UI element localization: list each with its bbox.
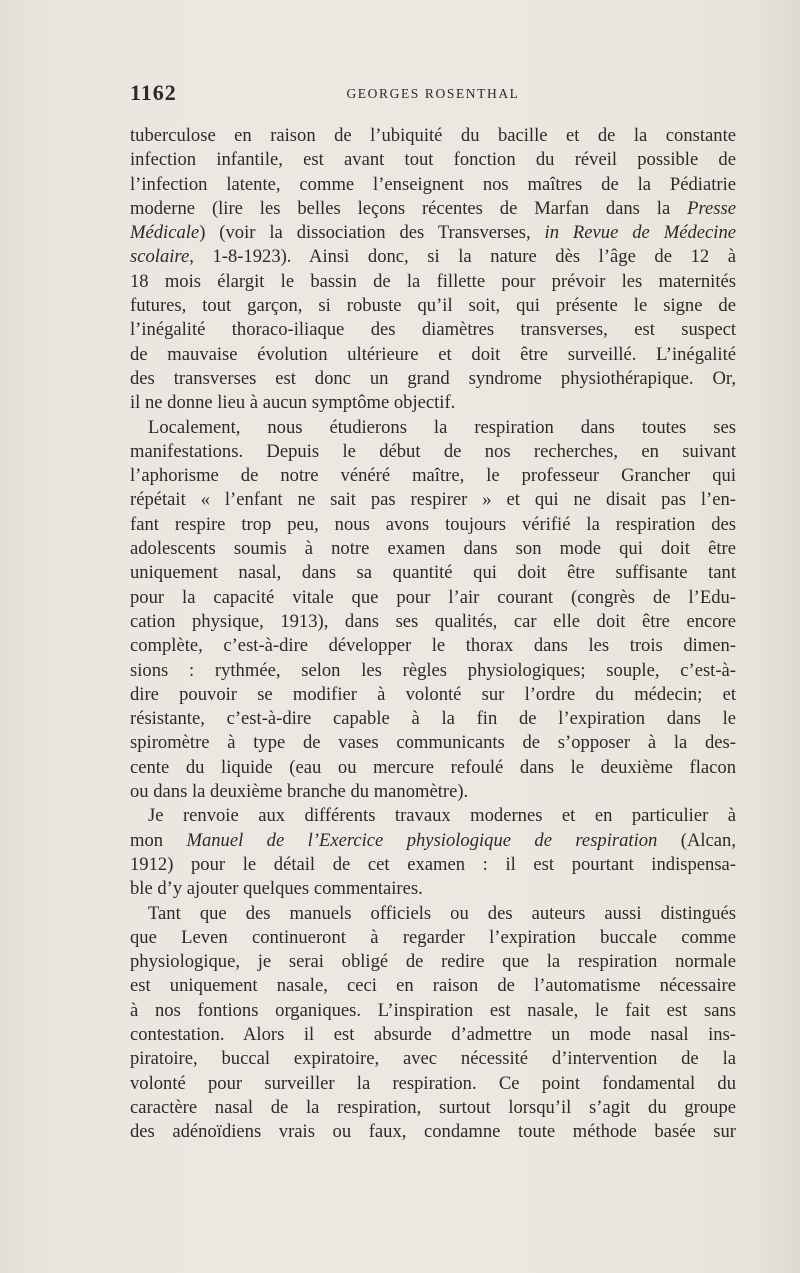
text-segment: l’aphorisme de notre vénéré maître, le professeur Grancher qui [130, 465, 736, 487]
text-line [130, 537, 736, 561]
text-line [130, 1047, 736, 1071]
text-segment: Je renvoie aux différents travaux modernes et en particulier à [148, 805, 736, 827]
text-line [130, 318, 736, 342]
text-segment: contestation. Alors il est absurde d’admettre un mode nasal ins- [130, 1023, 736, 1045]
text-line [130, 853, 736, 877]
text-segment: futures, tout garçon, si robuste qu’il soit, qui présente le signe de [130, 295, 736, 317]
text-line [130, 270, 736, 294]
text-line [130, 659, 736, 683]
text-line [130, 343, 736, 367]
text-line [130, 707, 736, 731]
text-line [130, 391, 736, 415]
text-segment: physiologique, je serai obligé de redire que la respiration normale [130, 951, 736, 973]
text-line [130, 221, 736, 245]
text-line [130, 561, 736, 585]
text-line [130, 1072, 736, 1096]
text-line [130, 367, 736, 391]
page-number: 1162 [130, 80, 177, 105]
text-segment: complète, c’est-à-dire développer le thorax dans les trois dimen- [130, 635, 736, 657]
text-line [130, 780, 736, 804]
text-segment: moderne (lire les belles leçons récentes de Marfan dans la [130, 197, 688, 219]
text-segment: de mauvaise évolution ultérieure et doit être surveillé. L’inégalité [130, 343, 736, 365]
text-line [130, 1096, 736, 1120]
text-segment: répétait « l’enfant ne sait pas respirer » et qui ne disait pas l’en- [130, 489, 736, 511]
text-segment: 1912) pour le détail de cet examen : il est pourtant indispensa- [130, 853, 736, 875]
text-line [130, 173, 736, 197]
text-segment: ble d’y ajouter quelques commentaires. [130, 878, 423, 900]
text-line [130, 731, 736, 755]
text-segment: des adénoïdiens vrais ou faux, condamne toute méthode basée sur [130, 1121, 736, 1143]
text-line [130, 610, 736, 634]
text-segment: Tant que des manuels officiels ou des auteurs aussi distingués [148, 902, 736, 924]
text-line [130, 999, 736, 1023]
text-line [130, 124, 736, 148]
text-line [130, 586, 736, 610]
text-segment: , 1-8-1923). Ainsi donc, si la nature dès l’âge de 12 à [189, 246, 736, 268]
text-segment: mon [130, 829, 187, 851]
italic-text: Médicale [130, 222, 200, 244]
text-segment: fant respire trop peu, nous avons toujours vérifié la respiration des [130, 513, 736, 535]
text-segment: (Alcan, [657, 829, 736, 851]
text-segment: que Leven continueront à regarder l’expiration buccale comme [130, 926, 736, 948]
text-segment: ou dans la deuxième branche du manomètre). [130, 781, 469, 803]
text-segment: dire pouvoir se modifier à volonté sur l’ordre du médecin; et [130, 683, 736, 705]
italic-text: scolaire [130, 246, 190, 268]
text-segment: Localement, nous étudierons la respiration dans toutes ses [148, 416, 736, 438]
text-line [130, 197, 736, 221]
text-line [130, 756, 736, 780]
running-head: GEORGES ROSENTHAL [346, 86, 520, 101]
text-segment: uniquement nasal, dans sa quantité qui doit être suffisante tant [130, 562, 736, 584]
text-line [130, 829, 736, 853]
text-line [130, 926, 736, 950]
text-segment: l’infection latente, comme l’enseignent nos maîtres de la Pédiatrie [130, 173, 736, 195]
text-segment: des transverses est donc un grand syndrome physiothérapique. Or, [130, 367, 736, 389]
text-line [130, 513, 736, 537]
text-line [130, 1120, 736, 1144]
text-segment: volonté pour surveiller la respiration. Ce point fondamental du [130, 1072, 736, 1094]
text-line [130, 974, 736, 998]
text-segment: l’inégalité thoraco-iliaque des diamètres transverses, est suspect [130, 319, 736, 341]
text-segment: cente du liquide (eau ou mercure refoulé dans le deuxième flacon [130, 756, 736, 778]
text-line [130, 877, 736, 901]
text-segment: est uniquement nasale, ceci en raison de l’automatisme nécessaire [130, 975, 736, 997]
text-line [130, 245, 736, 269]
text-segment: ) (voir la dissociation des Transverses, [199, 222, 545, 244]
text-segment: sions : rythmée, selon les règles physiologiques; souple, c’est-à- [130, 659, 736, 681]
text-line [130, 440, 736, 464]
text-segment: adolescents soumis à notre examen dans son mode qui doit être [130, 538, 736, 560]
text-segment: tuberculose en raison de l’ubiquité du bacille et de la constante [130, 125, 736, 146]
text-line [130, 634, 736, 658]
page-header [130, 80, 736, 104]
text-segment: caractère nasal de la respiration, surtout lorsqu’il s’agit du groupe [130, 1096, 736, 1118]
text-line [130, 804, 736, 828]
text-segment: pour la capacité vitale que pour l’air courant (congrès de l’Edu- [130, 586, 736, 608]
text-line [130, 148, 736, 172]
text-segment: il ne donne lieu à aucun symptôme objectif. [130, 392, 456, 414]
text-segment: spiromètre à type de vases communicants de s’opposer à la des- [130, 732, 736, 754]
text-segment: à nos fontions organiques. L’inspiration est nasale, le fait est sans [130, 999, 736, 1021]
text-segment: manifestations. Depuis le début de nos recherches, en suivant [130, 440, 736, 462]
text-segment: piratoire, buccal expiratoire, avec nécessité d’intervention de la [130, 1048, 736, 1070]
text-line [130, 294, 736, 318]
text-line [130, 416, 736, 440]
body-text [130, 124, 736, 1144]
text-line [130, 902, 736, 926]
text-segment: infection infantile, est avant tout fonction du réveil possible de [130, 149, 736, 171]
text-line [130, 683, 736, 707]
text-line [130, 464, 736, 488]
italic-text: Presse [687, 197, 736, 219]
italic-text: Manuel de l’Exercice physiologique de respiration [186, 829, 658, 851]
text-line [130, 1023, 736, 1047]
text-segment: cation physique, 1913), dans ses qualités, car elle doit être encore [130, 610, 736, 632]
text-line [130, 950, 736, 974]
text-line [130, 488, 736, 512]
text-segment: 18 mois élargit le bassin de la fillette pour prévoir les maternités [130, 270, 736, 292]
text-segment: résistante, c’est-à-dire capable à la fin de l’expiration dans le [130, 708, 736, 730]
italic-text: in Revue de Médecine [544, 222, 736, 244]
